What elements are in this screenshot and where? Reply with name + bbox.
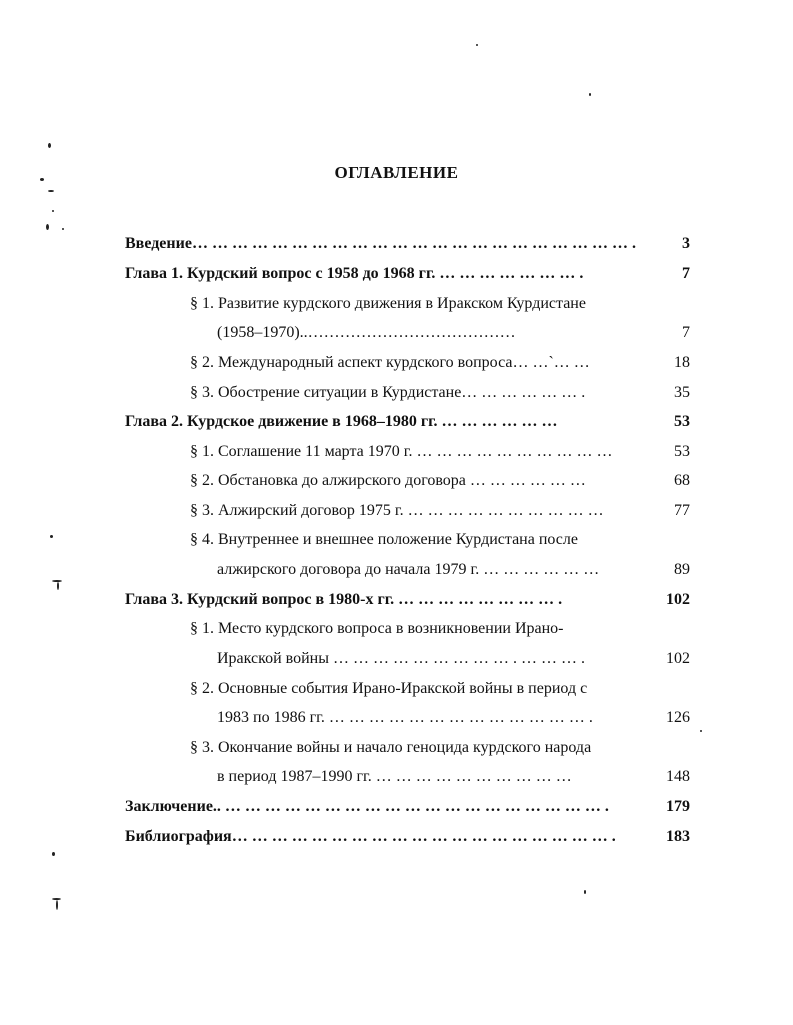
toc-entry-page: 7: [682, 324, 690, 341]
scan-speck: [62, 228, 64, 230]
toc-entry-page: 179: [666, 798, 690, 815]
toc-entry-page: 68: [674, 472, 690, 489]
toc-entry-text: в период 1987–1990 гг. … … … … … … … … … …: [217, 768, 572, 785]
scan-speck: [700, 730, 702, 732]
toc-entry: [0, 469, 793, 493]
toc-entry: [0, 499, 793, 523]
scan-speck: [57, 582, 59, 590]
toc-entry-text: Иракской войны … … … … … … … … … . … … … .: [217, 650, 585, 667]
toc-entry-text: Глава 1. Курдский вопрос с 1958 до 1968 гг. … … … … … … … .: [125, 265, 584, 282]
toc-entry-page: 183: [666, 828, 690, 845]
scan-speck: [476, 44, 478, 46]
toc-entry-text: § 1. Место курдского вопроса в возникновении Ирано-: [190, 620, 564, 637]
scan-speck: [52, 852, 55, 856]
toc-entry: [0, 588, 793, 612]
toc-entry-text: Введение… … … … … … … … … … … … … … … … … … … … … … .: [125, 235, 636, 252]
toc-entry-text: § 2. Международный аспект курдского вопроса… …`… …: [190, 354, 590, 371]
toc-entry: [0, 765, 793, 789]
scan-speck: [40, 178, 44, 181]
toc-entry-page: 89: [674, 561, 690, 578]
toc-entry: [0, 232, 793, 256]
toc-entry: [0, 706, 793, 730]
scan-speck: [50, 535, 53, 538]
toc-entry-page: 35: [674, 384, 690, 401]
toc-entry-text: § 1. Соглашение 11 марта 1970 г. … … … … … … … … … …: [190, 443, 613, 460]
toc-entry: [0, 351, 793, 375]
toc-entry-page: 18: [674, 354, 690, 371]
toc-entry: [0, 321, 793, 345]
scan-speck: [56, 900, 58, 910]
toc-entry: [0, 440, 793, 464]
toc-entry: [0, 647, 793, 671]
toc-entry-text: (1958–1970)..…………………………………: [217, 324, 516, 341]
toc-entry-text: § 1. Развитие курдского движения в Иракском Курдистане: [190, 295, 586, 312]
toc-entry-text: § 3. Окончание войны и начало геноцида курдского народа: [190, 739, 592, 756]
toc-entry: [0, 528, 793, 552]
toc-entry: [0, 825, 793, 849]
toc-entry-page: 102: [666, 591, 690, 608]
toc-entry-page: 7: [682, 265, 690, 282]
toc-entry-page: 53: [674, 413, 690, 430]
scan-speck: [48, 143, 51, 148]
scan-speck: [48, 190, 54, 192]
toc-entry: [0, 262, 793, 286]
toc-entry-text: Глава 3. Курдский вопрос в 1980-х гг. … … … … … … … … .: [125, 591, 563, 608]
toc-entry-page: 53: [674, 443, 690, 460]
toc-entry: [0, 677, 793, 701]
toc-entry-text: алжирского договора до начала 1979 г. … … … … … …: [217, 561, 600, 578]
page-title: ОГЛАВЛЕНИЕ: [334, 163, 459, 182]
toc-entry: [0, 292, 793, 316]
toc-entry-text: Глава 2. Курдское движение в 1968–1980 гг. … … … … … …: [125, 413, 558, 430]
toc-entry-page: 77: [674, 502, 690, 519]
toc-entry-text: Заключение.. … … … … … … … … … … … … … … … … … … … .: [125, 798, 609, 815]
toc-entry-text: Библиография… … … … … … … … … … … … … … … … … … … .: [125, 828, 616, 845]
toc-entry: [0, 617, 793, 641]
toc-entry: [0, 410, 793, 434]
toc-entry: [0, 381, 793, 405]
scan-speck: [52, 210, 54, 212]
toc-entry: [0, 558, 793, 582]
toc-entry-page: 3: [682, 235, 690, 252]
toc-entry-text: § 2. Основные события Ирано-Иракской войны в период с: [190, 680, 588, 697]
toc-entry-page: 102: [666, 650, 690, 667]
toc-entry-text: § 3. Алжирский договор 1975 г. … … … … … … … … … …: [190, 502, 604, 519]
toc-entry-text: § 4. Внутреннее и внешнее положение Курдистана после: [190, 531, 578, 548]
toc-entry: [0, 736, 793, 760]
scan-speck: [589, 93, 591, 96]
toc-entry-text: 1983 по 1986 гг. … … … … … … … … … … … … … .: [217, 709, 593, 726]
toc-entry-page: 126: [666, 709, 690, 726]
toc-entry-text: § 2. Обстановка до алжирского договора … … … … … …: [190, 472, 586, 489]
scan-speck: [584, 890, 586, 894]
toc-entry-page: 148: [666, 768, 690, 785]
toc-entry-text: § 3. Обострение ситуации в Курдистане… … … … … … .: [190, 384, 586, 401]
toc-entry: [0, 795, 793, 819]
scan-speck: [46, 224, 49, 230]
